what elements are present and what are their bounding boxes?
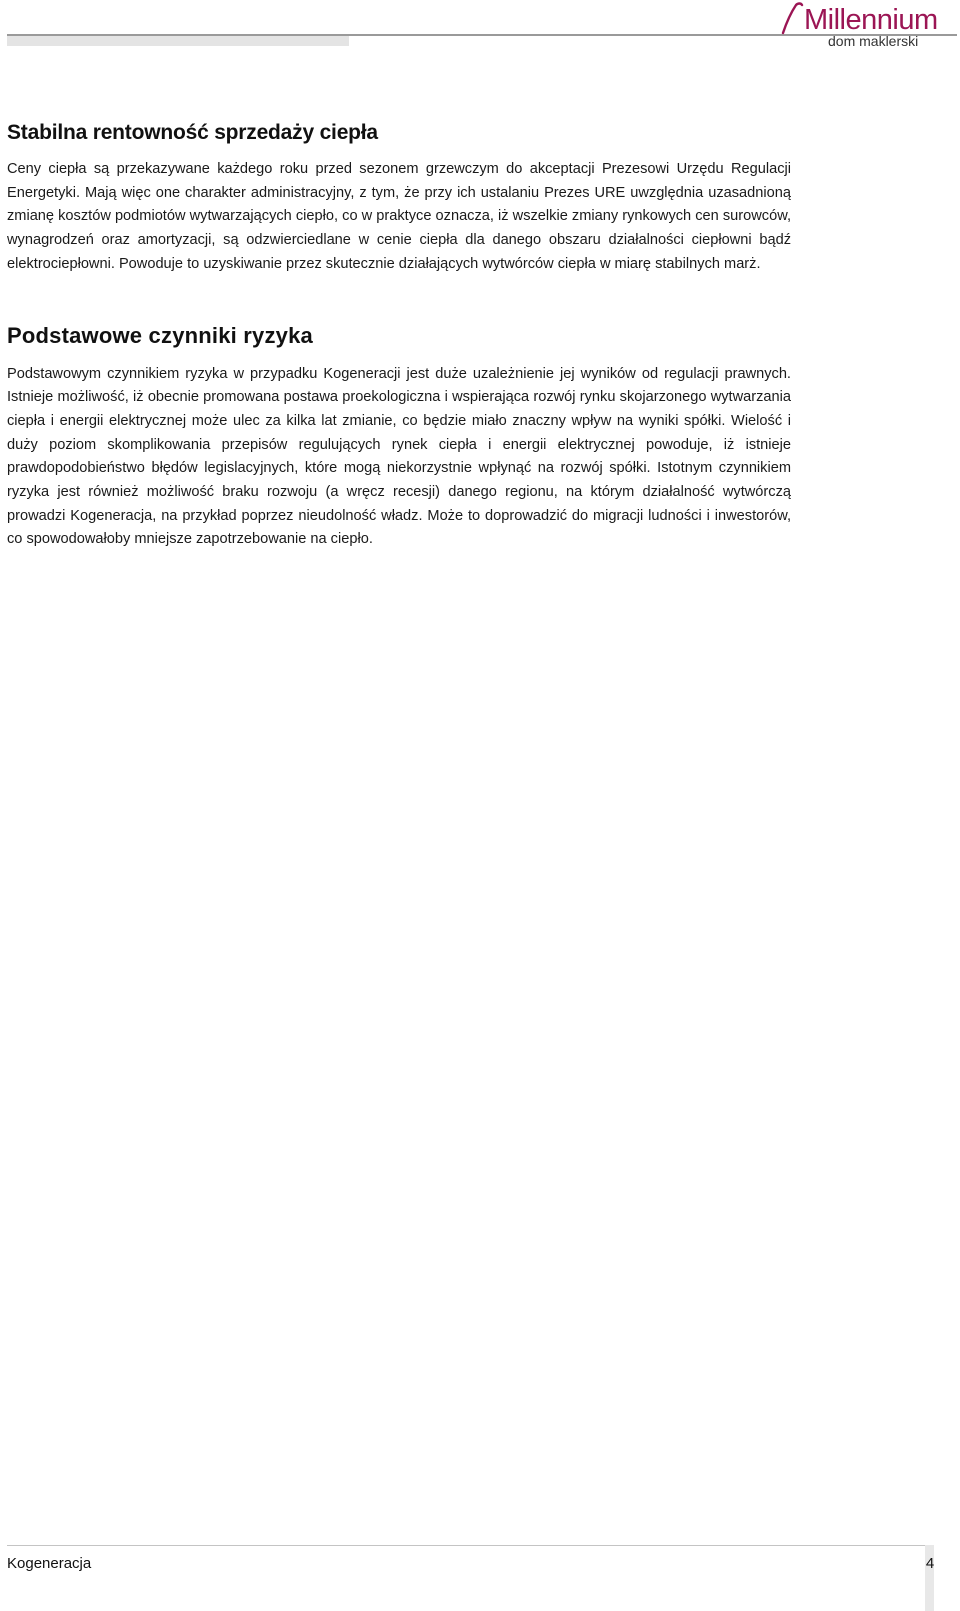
section-title: Podstawowe czynniki ryzyka	[7, 322, 313, 348]
section-risk-factors	[7, 321, 791, 553]
document-body	[7, 118, 791, 552]
brand-name: Millennium	[804, 4, 938, 36]
footer-company: Kogeneracja	[7, 1555, 92, 1572]
section-stable-profitability	[7, 118, 791, 277]
millennium-logo	[780, 2, 940, 50]
section-paragraph: Ceny ciepła są przekazywane każdego roku przed sezonem grzewczym do akceptacji Prezesowi Urzędu Regulacji Energetyki. Mają więc one charakter administracyjny, z tym, że przy ich ustalaniu Prezes URE uwzględnia uzasadnioną zmianę kosztów podmiotów wytwarzających ciepło, co w praktyce oznacza, iż wszelkie zmiany rynkowych cen surowców, wynagrodzeń oraz amortyzacji, są odzwierciedlane w cenie ciepła dla danego obszaru działalności ciepłowni bądź elektrociepłowni. Powoduje to uzyskiwanie przez skutecznie działających wytwórców ciepła w miarę stabilnych marż.	[7, 161, 791, 272]
footer-rule	[7, 1545, 925, 1546]
page-number: 4	[925, 1555, 935, 1572]
header-rule-shade	[7, 36, 349, 46]
section-paragraph: Podstawowym czynnikiem ryzyka w przypadku Kogeneracji jest duże uzależnienie jej wyników od regulacji prawnych. Istnieje możliwość, iż obecnie promowana postawa proekologiczna i wspierająca rozwój rynku skojarzonego wytwarzania ciepła i energii elektrycznej może ulec za kilka lat zmianie, co będzie miało znaczny wpływ na wyniki spółki. Wielość i duży poziom skomplikowania przepisów regulujących rynek ciepła i energii elektrycznej powoduje, iż istnieje prawdopodobieństwo błędów legislacyjnych, które mogą niekorzystnie wpłynąć na rozwój spółki. Istotnym czynnikiem ryzyka jest również możliwość braku rozwoju (a wręcz recesji) danego regionu, na którym działalność wytwórczą prowadzi Kogeneracja, na przykład poprzez nieudolność władz. Może to doprowadzić do migracji ludności i inwestorów, co spowodowałoby mniejsze zapotrzebowanie na ciepło.	[7, 365, 791, 548]
brand-subtitle: dom maklerski	[828, 33, 919, 49]
section-title: Stabilna rentowność sprzedaży ciepła	[7, 121, 378, 144]
